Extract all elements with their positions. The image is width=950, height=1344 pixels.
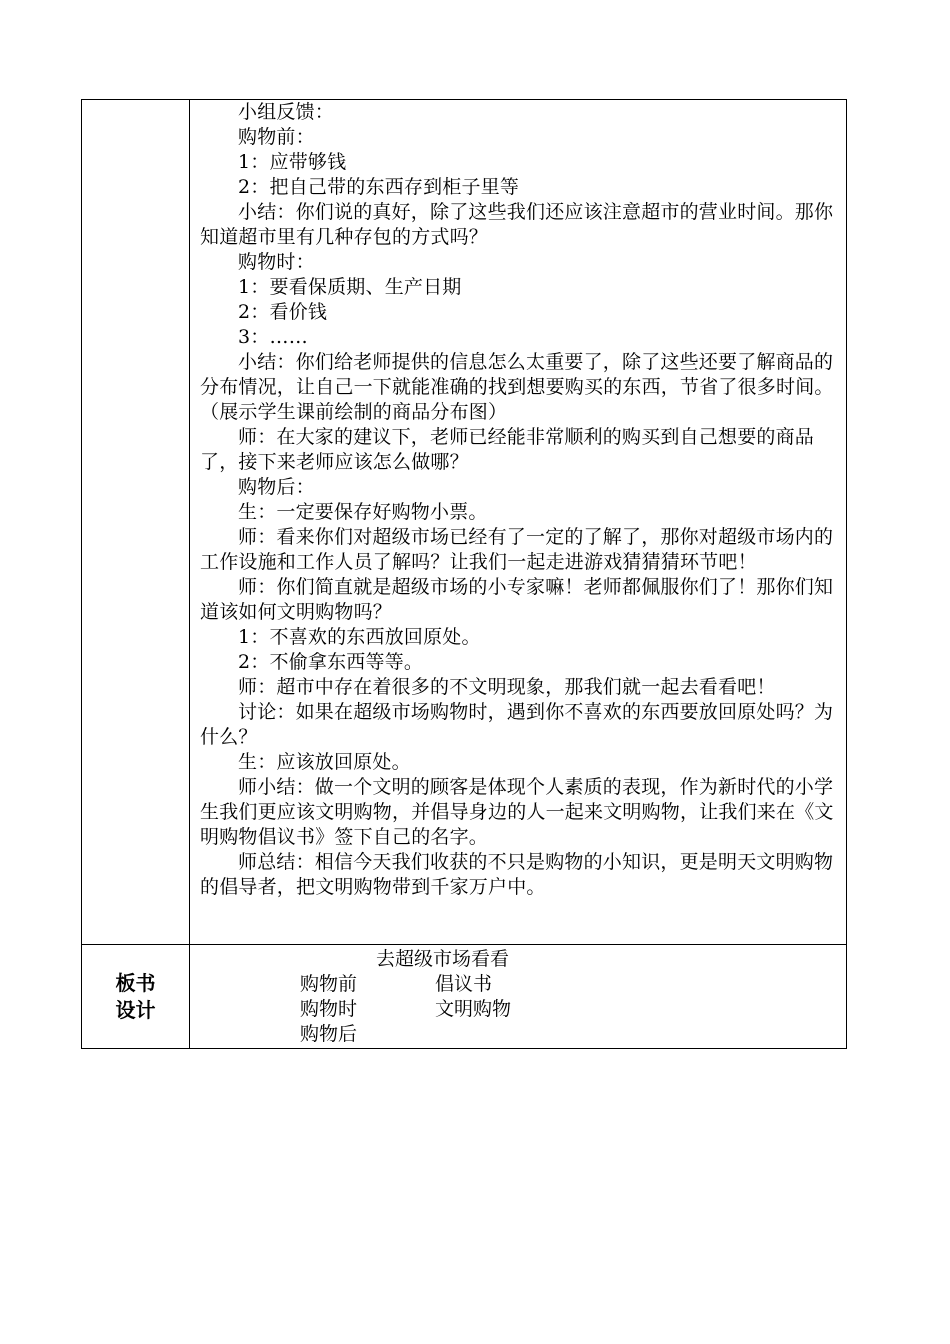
board-label-line1: 板书 xyxy=(115,970,156,995)
paragraph: 2：把自己带的东西存到柜子里等 xyxy=(238,176,520,198)
board-design-cell xyxy=(190,945,847,1049)
paragraph: 小组反馈： xyxy=(238,101,335,123)
paragraph: 师：看来你们对超级市场已经有了一定的了解了，那你对超级市场内的工作设施和工作人员了解吗？让我们一起走进游戏猜猜猜环节吧！ xyxy=(200,526,834,573)
paragraph: 2：看价钱 xyxy=(238,301,328,323)
board-design-label xyxy=(82,945,190,1049)
paragraph: 购物时： xyxy=(238,251,315,273)
paragraph: 师：你们简直就是超级市场的小专家嘛！老师都佩服你们了！那你们知道该如何文明购物吗？ xyxy=(200,576,834,623)
paragraph: 师总结：相信今天我们收获的不只是购物的小知识，更是明天文明购物的倡导者，把文明购物带到千家万户中。 xyxy=(200,851,834,898)
board-design-row xyxy=(82,945,847,1049)
paragraph: 购物前： xyxy=(238,126,315,148)
paragraph: 小结：你们给老师提供的信息怎么太重要了，除了这些还要了解商品的分布情况，让自己一下就能准确的找到想要购买的东西，节省了很多时间。（展示学生课前绘制的商品分布图） xyxy=(200,351,834,423)
paragraph: 师小结：做一个文明的顾客是体现个人素质的表现，作为新时代的小学生我们更应该文明购物，并倡导身边的人一起来文明购物，让我们来在《文明购物倡议书》签下自己的名字。 xyxy=(200,776,834,848)
paragraph: 2：不偷拿东西等等。 xyxy=(238,651,424,673)
paragraph: 讨论：如果在超级市场购物时，遇到你不喜欢的东西要放回原处吗？为什么？ xyxy=(200,701,834,748)
paragraph: 生：应该放回原处。 xyxy=(238,751,411,773)
board-item-during: 购物时 xyxy=(300,998,358,1020)
paragraph: 师：在大家的建议下，老师已经能非常顺利的购买到自己想要的商品了，接下来老师应该怎么做哪？ xyxy=(200,426,815,473)
paragraph: 3：…… xyxy=(238,326,308,348)
paragraph: 生：一定要保存好购物小票。 xyxy=(238,501,488,523)
board-item-before: 购物前 xyxy=(300,973,358,995)
empty-label-cell xyxy=(82,100,190,945)
board-label-line2: 设计 xyxy=(115,997,156,1022)
paragraph: 购物后： xyxy=(238,476,315,498)
board-title: 去超级市场看看 xyxy=(376,948,510,970)
board-item-after: 购物后 xyxy=(300,1023,358,1045)
paragraph: 师：超市中存在着很多的不文明现象，那我们就一起去看看吧！ xyxy=(238,676,776,698)
paragraph: 小结：你们说的真好，除了这些我们还应该注意超市的营业时间。那你知道超市里有几种存包的方式吗？ xyxy=(200,201,834,248)
lesson-content-cell xyxy=(190,100,847,945)
board-layout xyxy=(190,945,846,1048)
lesson-table xyxy=(81,99,847,1049)
paragraph: 1：要看保质期、生产日期 xyxy=(238,276,462,298)
paragraph: 1：不喜欢的东西放回原处。 xyxy=(238,626,481,648)
board-item-civilized: 文明购物 xyxy=(435,998,512,1020)
paragraph: 1：应带够钱 xyxy=(238,151,347,173)
content-row xyxy=(82,100,847,945)
paragraph-list xyxy=(200,100,838,900)
board-item-proposal: 倡议书 xyxy=(435,973,493,995)
